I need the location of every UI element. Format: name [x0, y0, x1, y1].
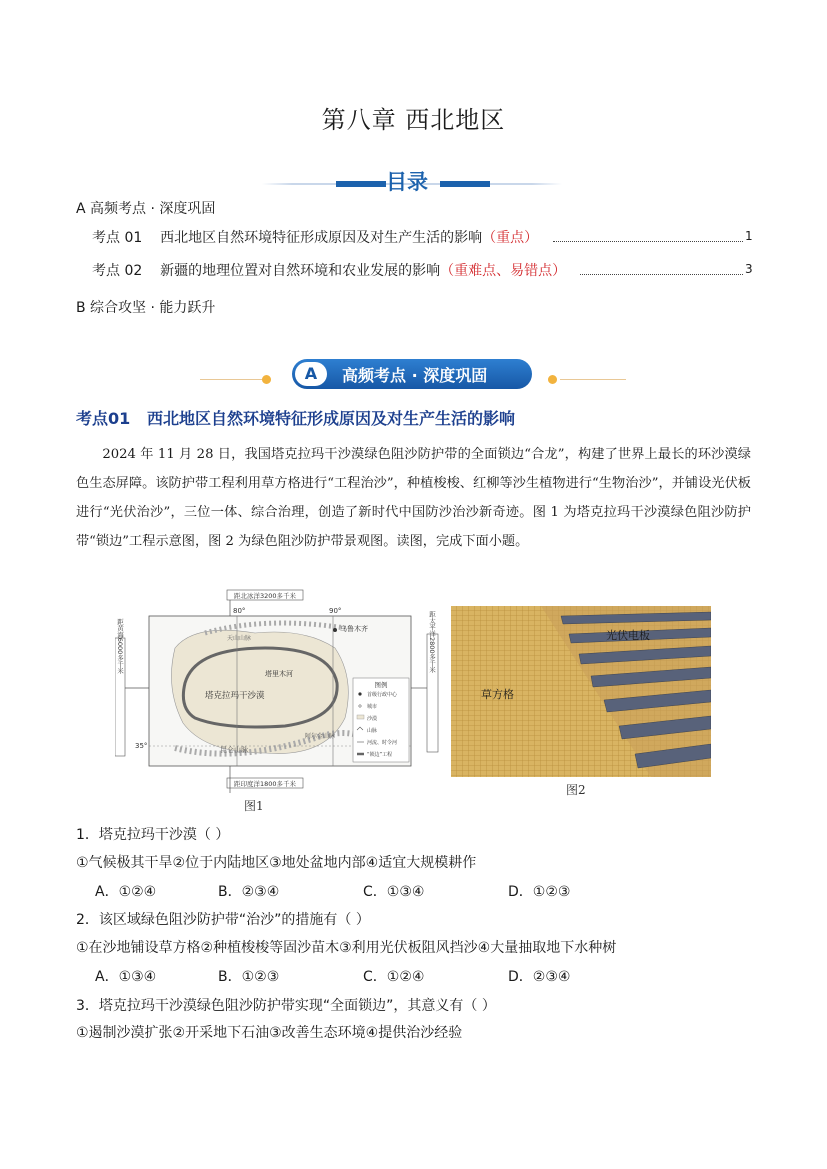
banner-line-left	[200, 379, 266, 380]
photo-label-pv: 光伏电板	[606, 629, 650, 642]
banner-dot-right	[548, 375, 557, 384]
toc-item-code: 考点 02	[92, 263, 143, 279]
banner-letter: A	[295, 362, 327, 386]
map-lon-90: 90°	[329, 607, 342, 615]
kaodian-title: 西北地区自然环境特征形成原因及对生产生活的影响	[147, 409, 516, 428]
legend-item: 河流、时令河	[367, 740, 398, 746]
toc-item-code: 考点 01	[92, 230, 143, 246]
question-1-statements: ①气候极其干旱②位于内陆地区③地处盆地内部④适宜大规模耕作	[76, 855, 477, 871]
map-kunlun: 昆仑山脉	[220, 746, 248, 754]
photo-svg	[451, 606, 711, 777]
question-2-stem: 2．该区域绿色阻沙防护带“治沙”的措施有（ ）	[76, 912, 370, 928]
q1-option-b[interactable]: B．②③④	[218, 884, 280, 900]
kaodian-heading	[76, 406, 515, 429]
legend-item: “锁边”工程	[367, 752, 393, 758]
toc-section-b[interactable]: B 综合攻坚 · 能力跃升	[76, 300, 216, 316]
toc-page-2: 3	[745, 262, 753, 276]
map-lat-35: 35°	[135, 742, 148, 750]
question-3-stem: 3．塔克拉玛干沙漠绿色阻沙防护带实现“全面锁边”，其意义有（ ）	[76, 998, 496, 1014]
toc-item-tag: （重难点、易错点）	[440, 263, 567, 279]
map-right-label: 距太平洋2800多千米	[428, 610, 436, 674]
map-top-label: 距北冰洋3200多千米	[233, 592, 297, 600]
question-2-statements: ①在沙地铺设草方格②种植梭梭等固沙苗木③利用光伏板阻风挡沙④大量抽取地下水种树	[76, 940, 617, 956]
banner-dot-left	[262, 375, 271, 384]
passage-text: 2024 年 11 月 28 日，我国塔克拉玛干沙漠绿色阻沙防护带的全面锁边“合龙”，构建了世界上最长的环沙漠绿色生态屏障。该防护带工程利用草方格进行“工程治沙”，种植梭梭、红柳等沙生植物进行“生物治沙”，并铺设光伏板进行“光伏治沙”，三位一体、综合治理，创造了新时代中国防沙治沙新奇迹。图 1 为塔克拉玛干沙漠绿色阻沙防护带“锁边”工程示意图，图 2 为绿色阻沙防护带景观图。读图，完成下面小题。	[76, 447, 751, 549]
toc-item-text: 西北地区自然环境特征形成原因及对生产生活的影响	[160, 230, 483, 246]
figure-2-caption: 图2	[566, 783, 586, 797]
q1-option-a[interactable]: A．①②④	[95, 884, 157, 900]
toc-bar-right	[440, 181, 490, 187]
toc-bar-left	[336, 181, 386, 187]
toc-section-a[interactable]: A 高频考点 · 深度巩固	[76, 201, 216, 217]
legend-item: 山脉	[367, 728, 378, 734]
toc-leader-1	[553, 241, 743, 242]
passage	[76, 440, 751, 556]
figure-2-photo	[451, 606, 711, 777]
figure-1-caption: 图1	[244, 799, 264, 813]
banner-line-right	[560, 379, 626, 380]
question-3-statements: ①遏制沙漠扩张②开采地下石油③改善生态环境④提供治沙经验	[76, 1025, 463, 1041]
toc-page-1: 1	[745, 229, 753, 243]
q2-option-b[interactable]: B．①②③	[218, 969, 280, 985]
legend-item: 首级行政中心	[367, 692, 398, 698]
map-legend-title: 图例	[374, 681, 388, 689]
q2-option-c[interactable]: C．①②④	[363, 969, 425, 985]
legend-item: 城市	[367, 704, 378, 710]
toc-item-text: 新疆的地理位置对自然环境和农业发展的影响	[160, 263, 441, 279]
map-city: 乌鲁木齐	[340, 625, 368, 633]
map-left-label: 距黄海6000多千米	[116, 618, 124, 674]
q1-option-d[interactable]: D．①②③	[508, 884, 571, 900]
page-title: 第八章 西北地区	[321, 106, 506, 134]
kaodian-code: 考点01	[76, 409, 131, 428]
map-tarim: 塔里木河	[265, 670, 293, 678]
toc-heading: 目录	[386, 170, 428, 194]
figure-1-map	[115, 588, 445, 813]
map-svg	[115, 588, 445, 813]
toc-item-2[interactable]	[92, 260, 752, 280]
question-1-stem: 1．塔克拉玛干沙漠（ ）	[76, 827, 230, 843]
q1-option-c[interactable]: C．①③④	[363, 884, 425, 900]
map-bottom-label: 距印度洋1800多千米	[233, 780, 297, 788]
photo-label-grass: 草方格	[481, 688, 514, 701]
toc-leader-2	[580, 274, 743, 275]
toc-item-1[interactable]	[92, 227, 752, 247]
toc-item-tag: （重点）	[482, 230, 539, 246]
map-tianshan: 天山山脉	[227, 635, 252, 642]
banner-title: 高频考点 · 深度巩固	[342, 366, 488, 385]
map-lon-80: 80°	[233, 607, 246, 615]
map-desert: 塔克拉玛干沙漠	[205, 691, 265, 701]
map-altun: 阿尔金山脉	[305, 733, 336, 740]
legend-item: 沙漠	[367, 716, 378, 722]
q2-option-a[interactable]: A．①③④	[95, 969, 157, 985]
q2-option-d[interactable]: D．②③④	[508, 969, 571, 985]
